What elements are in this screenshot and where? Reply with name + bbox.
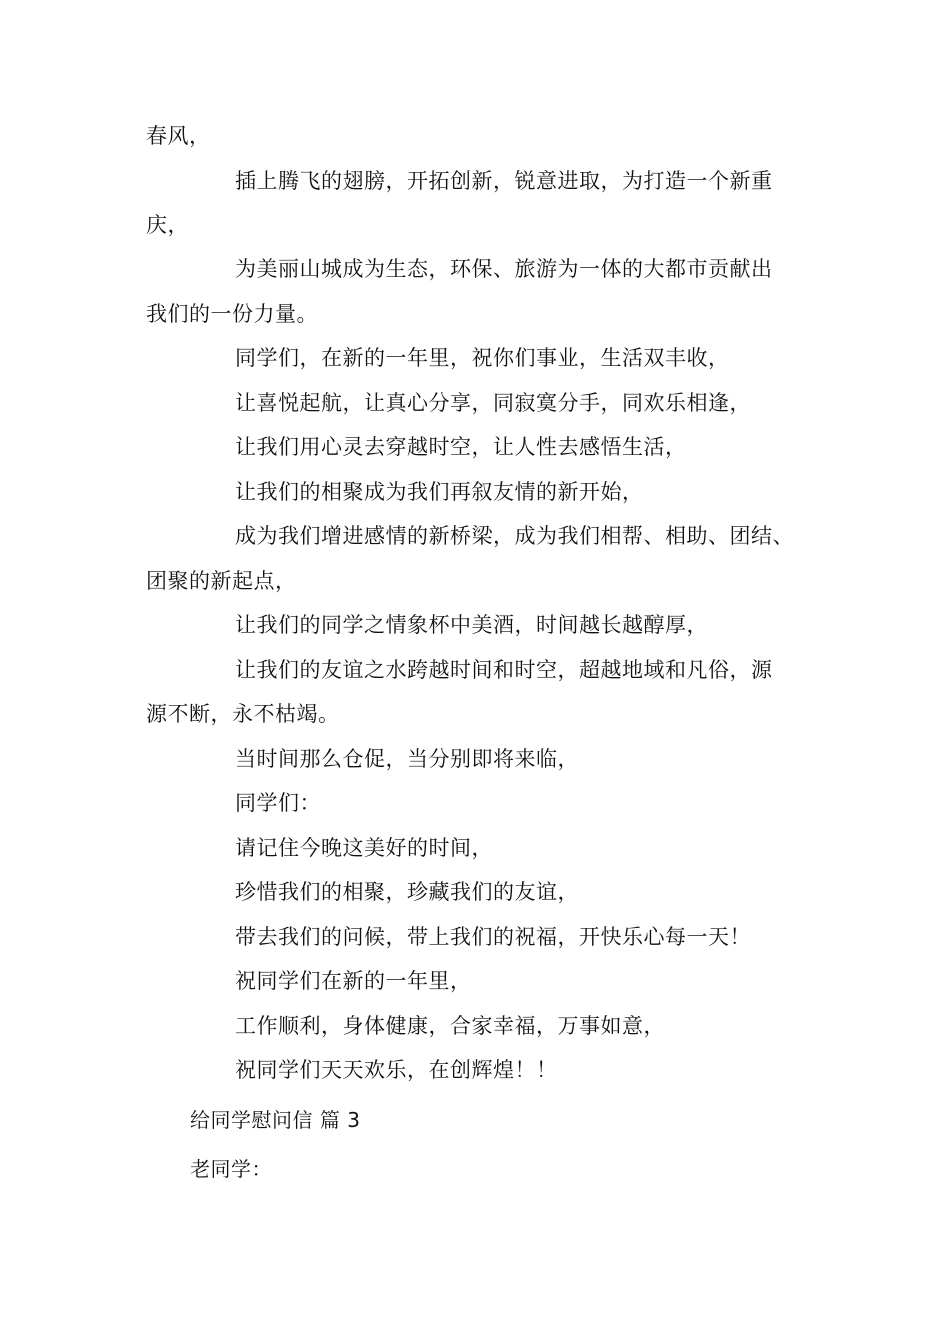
- text-line: 祝同学们天天欢乐，在创辉煌！！: [235, 1058, 558, 1082]
- text-line: 带去我们的问候，带上我们的祝福，开快乐心每一天！: [235, 925, 751, 949]
- text-line: 工作顺利，身体健康，合家幸福，万事如意，: [235, 1014, 665, 1038]
- text-line: 同学们：: [235, 791, 321, 815]
- text-line: 让我们用心灵去穿越时空，让人性去感悟生活，: [235, 435, 687, 459]
- section-heading: 给同学慰问信 篇 3: [190, 1108, 361, 1132]
- text-line: 成为我们增进感情的新桥梁，成为我们相帮、相助、团结、: [235, 524, 794, 548]
- text-line: 当时间那么仓促，当分别即将来临，: [235, 747, 579, 771]
- text-line: 请记住今晚这美好的时间，: [235, 836, 493, 860]
- text-line: 插上腾飞的翅膀，开拓创新，锐意进取，为打造一个新重: [235, 169, 773, 193]
- text-line: 团聚的新起点，: [146, 569, 297, 593]
- text-line: 让我们的相聚成为我们再叙友情的新开始，: [235, 480, 644, 504]
- text-line: 让我们的友谊之水跨越时间和时空，超越地域和凡俗，源: [235, 658, 773, 682]
- text-line: 为美丽山城成为生态，环保、旅游为一体的大都市贡献出: [235, 257, 773, 281]
- text-line: 祝同学们在新的一年里，: [235, 969, 472, 993]
- text-line: 珍惜我们的相聚，珍藏我们的友谊，: [235, 880, 579, 904]
- text-line: 庆，: [146, 213, 189, 237]
- text-line: 让喜悦起航，让真心分享，同寂寞分手，同欢乐相逢，: [235, 391, 751, 415]
- text-line: 我们的一份力量。: [146, 302, 318, 326]
- text-line: 源不断，永不枯竭。: [146, 702, 340, 726]
- salutation: 老同学：: [190, 1157, 272, 1181]
- text-line: 让我们的同学之情象杯中美酒，时间越长越醇厚，: [235, 613, 708, 637]
- text-line: 春风，: [146, 124, 211, 148]
- text-line: 同学们，在新的一年里，祝你们事业，生活双丰收，: [235, 346, 730, 370]
